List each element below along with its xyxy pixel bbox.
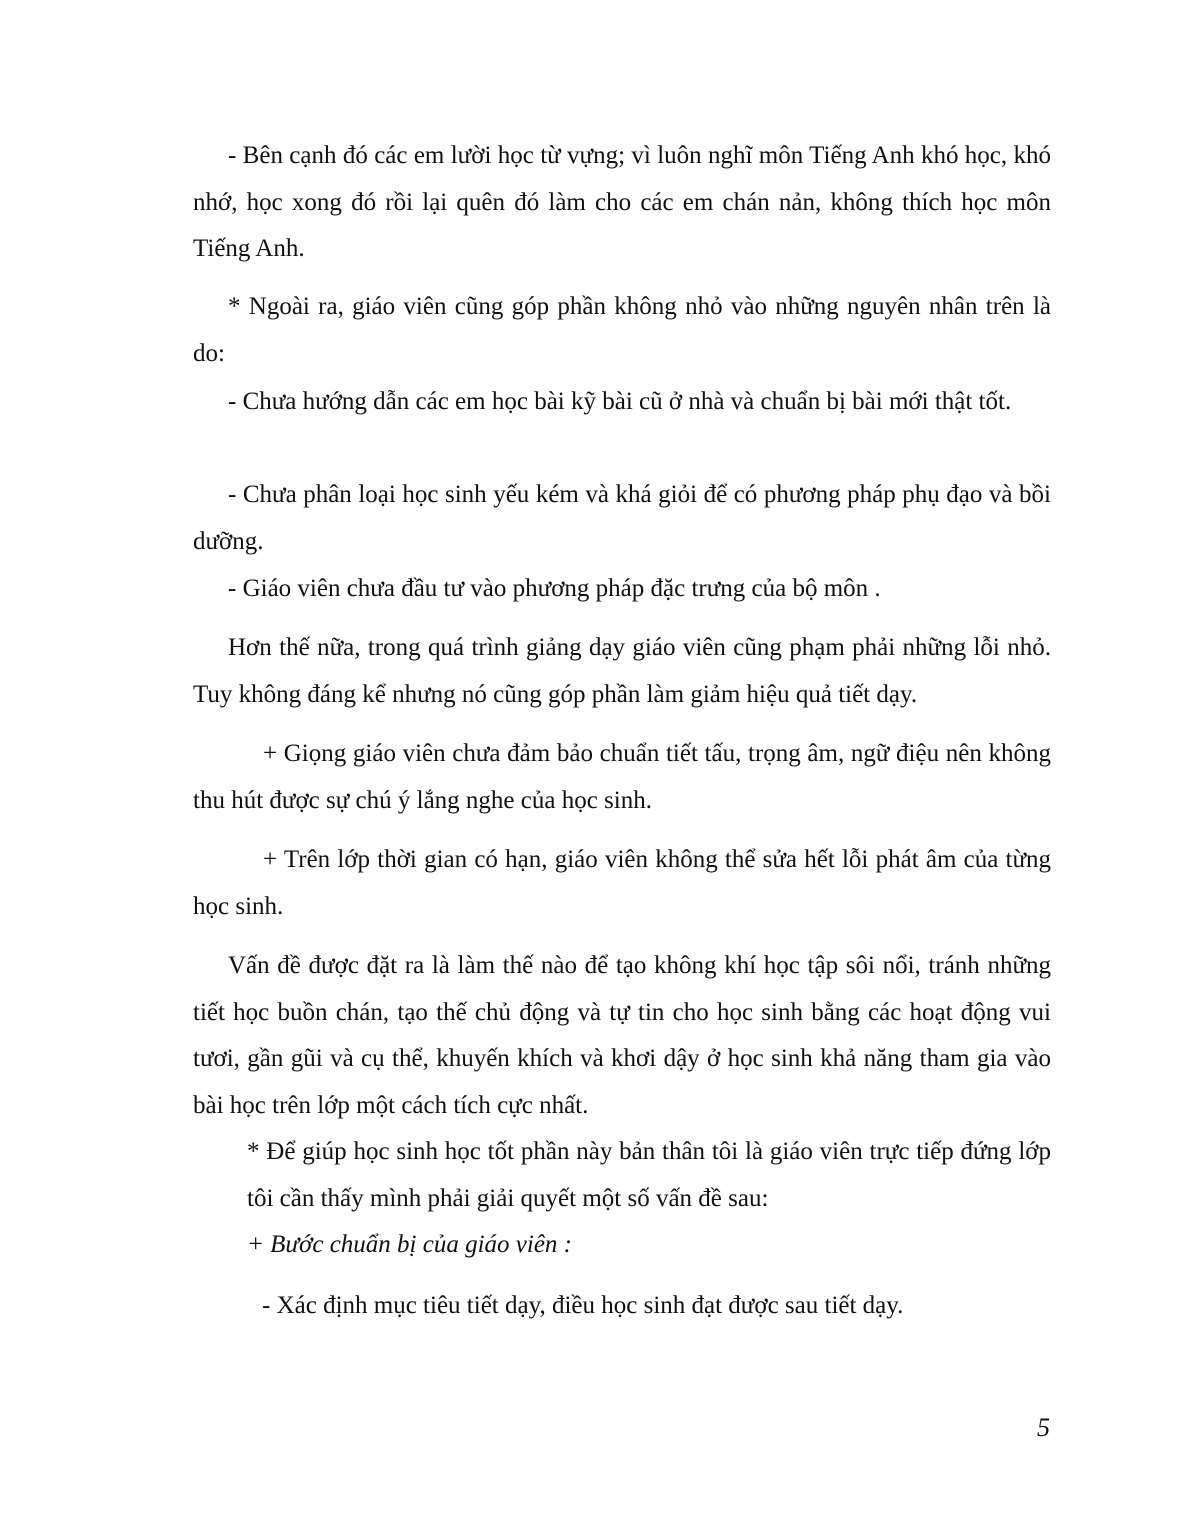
paragraph-teacher-small-mistakes: Hơn thế nữa, trong quá trình giảng dạy giáo viên cũng phạm phải những lỗi nhỏ. Tuy không đáng kể nhưng nó cũng góp phần làm giảm hiệu quả tiết dạy. <box>193 634 1051 708</box>
heading-teacher-preparation: + Bước chuẩn bị của giáo viên : <box>247 1231 573 1258</box>
paragraph-solution-intro: * Để giúp học sinh học tốt phần này bản thân tôi là giáo viên trực tiếp đứng lớp tôi cần thấy mình phải giải quyết một số vấn đề sau: <box>247 1138 1051 1212</box>
paragraph-teacher-voice: + Giọng giáo viên chưa đảm bảo chuẩn tiết tấu, trọng âm, ngữ điệu nên không thu hút được sự chú ý lắng nghe của học sinh. <box>193 740 1051 814</box>
paragraph-no-student-classification: - Chưa phân loại học sinh yếu kém và khá giỏi để có phương pháp phụ đạo và bồi dưỡng. <box>193 481 1051 555</box>
page-number: 5 <box>1037 1413 1050 1442</box>
paragraph-no-method-investment: - Giáo viên chưa đầu tư vào phương pháp đặc trưng của bộ môn . <box>228 575 881 602</box>
paragraph-lesson-objective: - Xác định mục tiêu tiết dạy, điều học sinh đạt được sau tiết dạy. <box>262 1292 904 1319</box>
paragraph-teacher-causes-intro: * Ngoài ra, giáo viên cũng góp phần không nhỏ vào những nguyên nhân trên là do: <box>193 293 1051 367</box>
paragraph-vocabulary-laziness: - Bên cạnh đó các em lười học từ vựng; vì luôn nghĩ môn Tiếng Anh khó học, khó nhớ, học xong đó rồi lại quên đó làm cho các em chán nản, không thích học môn Tiếng Anh. <box>193 142 1051 262</box>
paragraph-no-homework-guidance: - Chưa hướng dẫn các em học bài kỹ bài cũ ở nhà và chuẩn bị bài mới thật tốt. <box>228 388 1012 415</box>
paragraph-limited-class-time: + Trên lớp thời gian có hạn, giáo viên không thể sửa hết lỗi phát âm của từng học sinh. <box>193 846 1051 920</box>
paragraph-problem-statement: Vấn đề được đặt ra là làm thế nào để tạo không khí học tập sôi nổi, tránh những tiết học buồn chán, tạo thế chủ động và tự tin cho học sinh bằng các hoạt động vui tươi, gần gũi và cụ thể, khuyến khích và khơi dậy ở học sinh khả năng tham gia vào bài học trên lớp một cách tích cực nhất. <box>193 952 1051 1119</box>
